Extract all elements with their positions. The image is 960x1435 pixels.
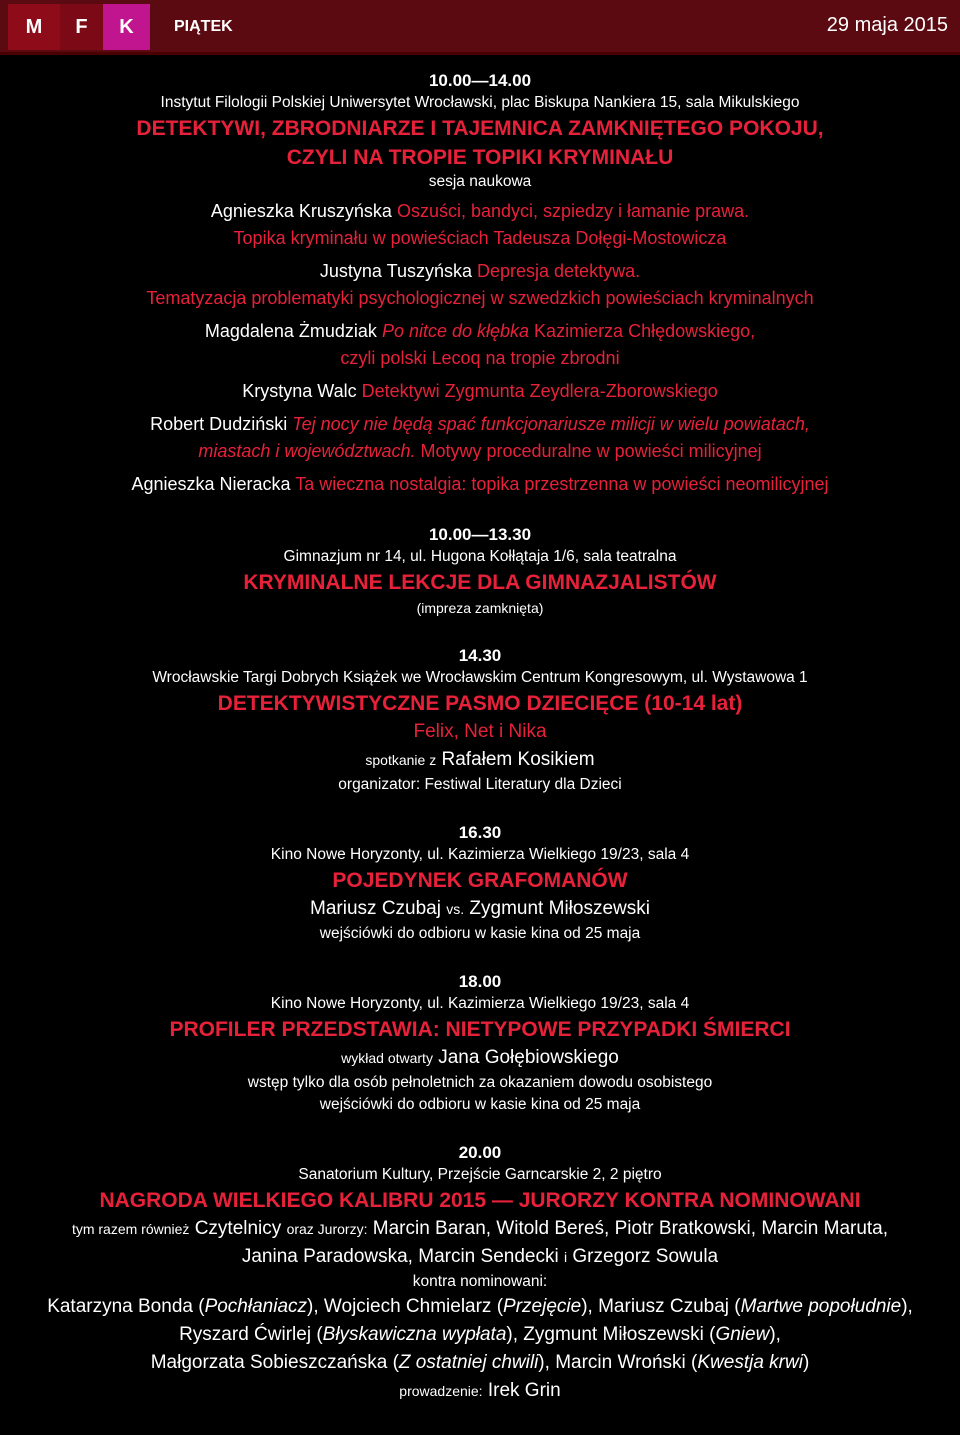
talk-1-subtitle: Topika kryminału w powieściach Tadeusza Dołęgi-Mostowicza xyxy=(233,228,727,248)
talk-title: Kazimierza Chłędowskiego, xyxy=(534,321,756,341)
event2-time: 10.00—13.30 xyxy=(428,525,532,544)
jurors-prefix: tym razem również xyxy=(71,1221,190,1237)
nominee-name: Zygmunt Miłoszewski xyxy=(523,1324,704,1345)
nominee-name: Katarzyna Bonda xyxy=(47,1296,193,1317)
jurors-readers: Czytelnicy xyxy=(194,1218,282,1239)
speaker: Justyna Tuszyńska xyxy=(319,261,472,281)
speaker: Magdalena Żmudziak xyxy=(204,321,377,341)
host-name: Irek Grin xyxy=(487,1380,561,1401)
event3-meeting xyxy=(0,746,960,774)
talk-2-subtitle: Tematyzacja problematyki psychologicznej w szwedzkich powieściach kryminalnych xyxy=(146,288,814,308)
talk-subtitle-italic: miastach i województwach. xyxy=(198,441,416,461)
event5-lecture xyxy=(0,1044,960,1072)
jurors-names-2a: Janina Paradowska, Marcin Sendecki xyxy=(241,1246,559,1267)
event5-adults: wstęp tylko dla osób pełnoletnich za okazaniem dowodu osobistego xyxy=(247,1074,713,1091)
talk-title: Depresja detektywa. xyxy=(477,261,641,281)
event2-venue: Gimnazjum nr 14, ul. Hugona Kołłątaja 1/6, sala teatralna xyxy=(283,548,677,565)
jurors-i: i xyxy=(563,1249,568,1265)
event1-subtitle: sesja naukowa xyxy=(428,173,532,190)
program-content xyxy=(0,70,960,1405)
talk-6 xyxy=(0,471,960,498)
event3-organizer: organizator: Festiwal Literatury dla Dzieci xyxy=(338,776,622,793)
speaker: Agnieszka Kruszyńska xyxy=(210,201,392,221)
event3-time: 14.30 xyxy=(458,646,502,665)
nominee-book: Przejęcie xyxy=(503,1296,582,1317)
talk-title: Ta wieczna nostalgia: topika przestrzenna w powieści neomilicyjnej xyxy=(295,474,829,494)
talk-5-subtitle xyxy=(0,438,960,465)
duel-vs: vs. xyxy=(446,901,465,917)
event3-subtitle: Felix, Net i Nika xyxy=(413,721,547,742)
speaker: Agnieszka Nieracka xyxy=(131,474,291,494)
header-bar xyxy=(0,0,960,55)
event5-title: PROFILER PRZEDSTAWIA: NIETYPOWE PRZYPADKI ŚMIERCI xyxy=(169,1018,791,1041)
event1-venue: Instytut Filologii Polskiej Uniwersytet Wrocławski, plac Biskupa Nankiera 15, sala Mikulskiego xyxy=(160,94,800,111)
jurors-names-2b: Grzegorz Sowula xyxy=(572,1246,719,1267)
host-line xyxy=(0,1377,960,1405)
event4-tickets: wejściówki do odbioru w kasie kina od 25 maja xyxy=(319,925,641,942)
nominee-book: Pochłaniacz xyxy=(204,1296,308,1317)
nominees-line-3: Małgorzata Sobieszczańska (Z ostatniej chwili), Marcin Wroński (Kwestja krwi) xyxy=(150,1352,810,1373)
nominees-label: kontra nominowani: xyxy=(412,1273,548,1290)
duel-name-1: Mariusz Czubaj xyxy=(310,898,441,919)
event2-note: (impreza zamknięta) xyxy=(416,600,544,616)
talk-4 xyxy=(0,378,960,405)
event2-title: KRYMINALNE LEKCJE DLA GIMNAZJALISTÓW xyxy=(243,571,717,594)
event4-duel xyxy=(0,895,960,923)
logo-f: F xyxy=(60,4,103,50)
event5-tickets: wejściówki do odbioru w kasie kina od 25 maja xyxy=(319,1096,641,1113)
event1-time: 10.00—14.00 xyxy=(428,71,532,90)
event6-venue: Sanatorium Kultury, Przejście Garncarskie 2, 2 piętro xyxy=(298,1166,662,1183)
lecture-name: Jana Gołębiowskiego xyxy=(438,1047,619,1068)
event3-venue: Wrocławskie Targi Dobrych Książek we Wrocławskim Centrum Kongresowym, ul. Wystawowa 1 xyxy=(152,669,808,686)
event3-title: DETEKTYWISTYCZNE PASMO DZIECIĘCE (10-14 lat) xyxy=(217,692,743,715)
talk-3 xyxy=(0,318,960,345)
host-prefix: prowadzenie: xyxy=(399,1383,483,1399)
day-label: PIĄTEK xyxy=(174,18,233,35)
date-label: 29 maja 2015 xyxy=(826,14,948,36)
speaker: Robert Dudziński xyxy=(150,414,288,434)
talk-3-subtitle: czyli polski Lecoq na tropie zbrodni xyxy=(340,348,620,368)
meeting-prefix: spotkanie z xyxy=(365,752,437,768)
jurors-and: oraz Jurorzy: xyxy=(286,1221,368,1237)
logo-k: K xyxy=(103,4,150,50)
event4-time: 16.30 xyxy=(458,823,502,842)
nominee-name: Ryszard Ćwirlej xyxy=(179,1324,312,1345)
talk-5 xyxy=(0,411,960,438)
speaker: Krystyna Walc xyxy=(242,381,357,401)
logo-m: M xyxy=(8,4,60,50)
nominee-book: Martwe popołudnie xyxy=(740,1296,902,1317)
lecture-prefix: wykład otwarty xyxy=(341,1050,433,1066)
talk-title-italic: Po nitce do kłębka xyxy=(381,321,530,341)
nominees-line-2: Ryszard Ćwirlej (Błyskawiczna wypłata), Zygmunt Miłoszewski (Gniew), xyxy=(179,1324,781,1345)
talk-subtitle: Motywy proceduralne w powieści milicyjnej xyxy=(420,441,762,461)
nominee-name: Małgorzata Sobieszczańska xyxy=(150,1352,388,1373)
event5-venue: Kino Nowe Horyzonty, ul. Kazimierza Wielkiego 19/23, sala 4 xyxy=(270,995,690,1012)
event4-venue: Kino Nowe Horyzonty, ul. Kazimierza Wielkiego 19/23, sala 4 xyxy=(270,846,690,863)
talk-2 xyxy=(0,258,960,285)
duel-name-2: Zygmunt Miłoszewski xyxy=(469,898,650,919)
nominees-line-1: Katarzyna Bonda (Pochłaniacz), Wojciech Chmielarz (Przejęcie), Mariusz Czubaj (Martwe popołudnie), xyxy=(47,1296,913,1317)
nominee-book: Błyskawiczna wypłata xyxy=(322,1324,507,1345)
nominee-name: Wojciech Chmielarz xyxy=(323,1296,492,1317)
nominee-book: Z ostatniej chwili xyxy=(398,1352,539,1373)
jurors-line-1 xyxy=(0,1215,960,1243)
jurors-line-2 xyxy=(0,1243,960,1271)
talk-1 xyxy=(0,198,960,225)
event4-title: POJEDYNEK GRAFOMANÓW xyxy=(332,869,628,892)
talk-title: Oszuści, bandyci, szpiedzy i łamanie prawa. xyxy=(396,201,750,221)
event6-time: 20.00 xyxy=(458,1143,502,1162)
nominee-name: Mariusz Czubaj xyxy=(598,1296,730,1317)
jurors-names-1: Marcin Baran, Witold Bereś, Piotr Bratkowski, Marcin Maruta, xyxy=(372,1218,889,1239)
event6-title: NAGRODA WIELKIEGO KALIBRU 2015 — JURORZY KONTRA NOMINOWANI xyxy=(99,1189,861,1212)
event1-title-2: CZYLI NA TROPIE TOPIKI KRYMINAŁU xyxy=(286,146,674,169)
event5-time: 18.00 xyxy=(458,972,502,991)
talk-title: Detektywi Zygmunta Zeydlera-Zborowskiego xyxy=(361,381,718,401)
talk-title-italic: Tej nocy nie będą spać funkcjonariusze milicji w wielu powiatach, xyxy=(292,414,810,434)
nominee-book: Kwestja krwi xyxy=(697,1352,803,1373)
nominee-book: Gniew xyxy=(715,1324,770,1345)
event1-title-1: DETEKTYWI, ZBRODNIARZE I TAJEMNICA ZAMKNIĘTEGO POKOJU, xyxy=(136,117,824,140)
meeting-guest: Rafałem Kosikiem xyxy=(441,749,595,770)
nominee-name: Marcin Wroński xyxy=(555,1352,686,1373)
